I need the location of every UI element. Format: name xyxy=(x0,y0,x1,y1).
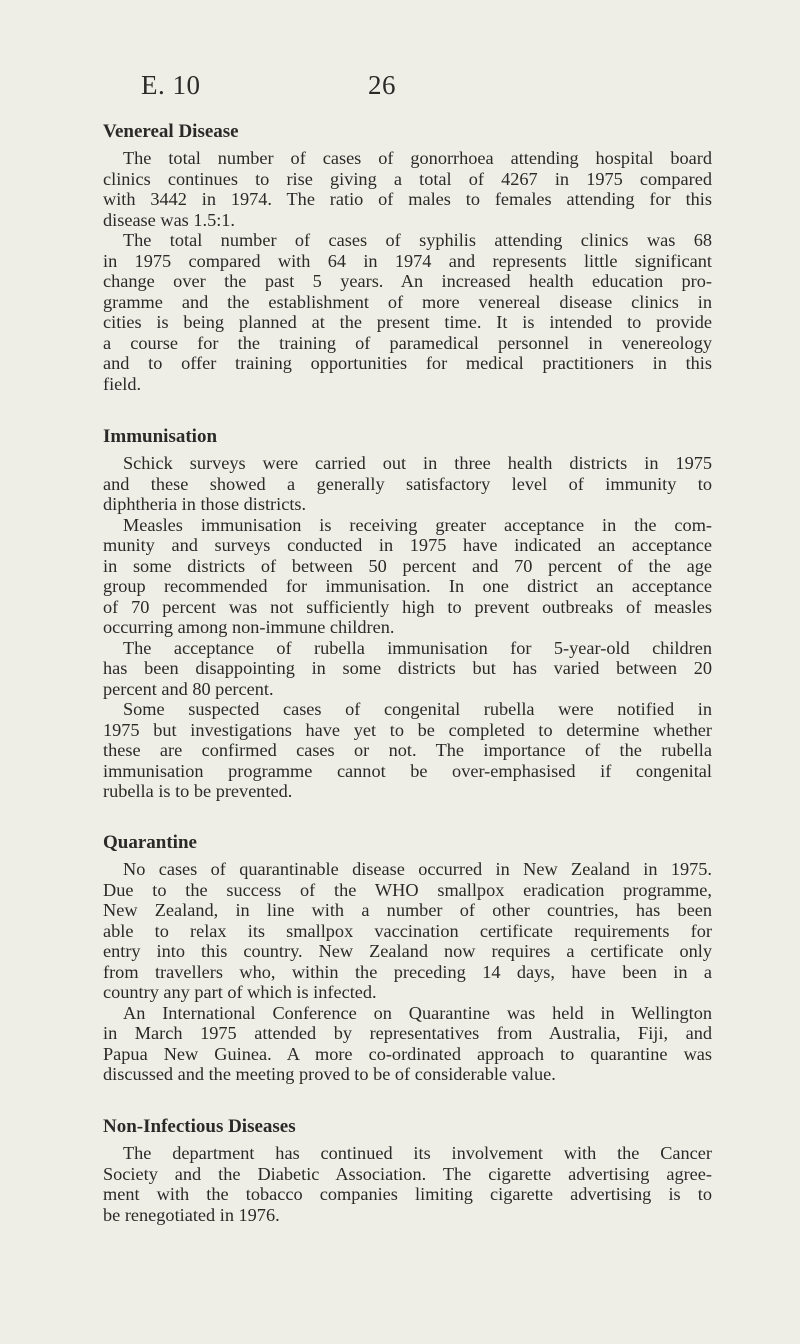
section-immunisation xyxy=(103,426,712,802)
section-heading: Quarantine xyxy=(103,832,197,853)
paragraph xyxy=(103,148,712,230)
text-line: a course for the training of paramedical personnel in venereology xyxy=(103,332,712,353)
text-line: cities is being planned at the present time. It is intended to provide xyxy=(103,312,712,332)
text-line: The total number of cases of gonorrhoea attending hospital board xyxy=(123,148,712,168)
paragraph xyxy=(103,230,712,394)
paragraph xyxy=(103,1143,712,1225)
text-line: diphtheria in those districts. xyxy=(103,494,307,514)
text-line: able to relax its smallpox vaccination certificate requirements for xyxy=(103,920,712,941)
text-line: from travellers who, within the preceding 14 days, have been in a xyxy=(103,961,712,982)
text-line: percent and 80 percent. xyxy=(103,678,274,699)
text-line: has been disappointing in some districts but has varied between 20 xyxy=(103,658,712,678)
text-line: country any part of which is infected. xyxy=(103,982,377,1002)
text-line: field. xyxy=(103,373,142,394)
text-line: and to offer training opportunities for medical practitioners in this xyxy=(103,353,712,373)
text-line: No cases of quarantinable disease occurred in New Zealand in 1975. xyxy=(123,859,712,879)
text-line: Schick surveys were carried out in three health districts in 1975 xyxy=(123,453,712,473)
text-line: The total number of cases of syphilis attending clinics was 68 xyxy=(123,230,712,250)
text-line: and these showed a generally satisfactory level of immunity to xyxy=(103,473,712,494)
section-heading: Immunisation xyxy=(103,426,218,447)
section-heading: Non-Infectious Diseases xyxy=(103,1116,296,1137)
text-line: disease was 1.5:1. xyxy=(103,209,236,230)
text-line: Due to the success of the WHO smallpox eradication programme, xyxy=(103,879,712,900)
text-line: ment with the tobacco companies limiting cigarette advertising is to xyxy=(103,1184,712,1204)
text-line: be renegotiated in 1976. xyxy=(103,1204,280,1225)
section-quarantine xyxy=(103,832,712,1085)
text-line: group recommended for immunisation. In one district an acceptance xyxy=(103,576,712,596)
text-line: The acceptance of rubella immunisation for 5-year-old children xyxy=(123,637,712,658)
paragraph xyxy=(103,453,712,515)
text-line: Papua New Guinea. A more co-ordinated approach to quarantine was xyxy=(103,1043,712,1064)
text-line: rubella is to be prevented. xyxy=(103,781,293,801)
text-line: in some districts of between 50 percent and 70 percent of the age xyxy=(103,555,712,576)
text-line: clinics continues to rise giving a total of 4267 in 1975 compared xyxy=(103,168,712,189)
paragraph xyxy=(103,699,712,802)
text-line: 1975 but investigations have yet to be completed to determine whether xyxy=(103,719,712,740)
text-line: discussed and the meeting proved to be of considerable value. xyxy=(103,1064,556,1084)
text-line: in 1975 compared with 64 in 1974 and represents little significant xyxy=(103,250,712,271)
section-heading: Venereal Disease xyxy=(103,121,239,142)
paragraph xyxy=(103,1003,712,1085)
text-line: change over the past 5 years. An increased health education pro- xyxy=(103,271,712,291)
document-reference: E. 10 xyxy=(141,70,201,100)
paragraph xyxy=(103,638,712,700)
paragraph xyxy=(103,515,712,638)
text-line: occurring among non-immune children. xyxy=(103,617,395,637)
text-line: The department has continued its involvement with the Cancer xyxy=(123,1143,712,1163)
text-line: in March 1975 attended by representatives from Australia, Fiji, and xyxy=(103,1023,712,1043)
text-line: gramme and the establishment of more venereal disease clinics in xyxy=(103,291,712,312)
paragraph xyxy=(103,859,712,1003)
section-non-infectious-diseases xyxy=(103,1116,712,1225)
text-line: Measles immunisation is receiving greater acceptance in the com- xyxy=(123,514,712,535)
text-line: munity and surveys conducted in 1975 have indicated an acceptance xyxy=(103,535,712,555)
text-line: An International Conference on Quarantine was held in Wellington xyxy=(123,1002,712,1023)
text-line: immunisation programme cannot be over-emphasised if congenital xyxy=(103,760,712,781)
text-line: of 70 percent was not sufficiently high to prevent outbreaks of measles xyxy=(103,596,712,617)
text-line: Society and the Diabetic Association. The cigarette advertising agree- xyxy=(103,1163,712,1184)
page-number: 26 xyxy=(368,70,396,100)
text-line: Some suspected cases of congenital rubella were notified in xyxy=(123,699,712,719)
text-line: New Zealand, in line with a number of other countries, has been xyxy=(103,900,712,920)
text-line: these are confirmed cases or not. The importance of the rubella xyxy=(103,740,712,760)
text-line: entry into this country. New Zealand now requires a certificate only xyxy=(103,941,712,961)
text-line: with 3442 in 1974. The ratio of males to females attending for this xyxy=(103,189,712,209)
section-venereal-disease xyxy=(103,121,712,394)
